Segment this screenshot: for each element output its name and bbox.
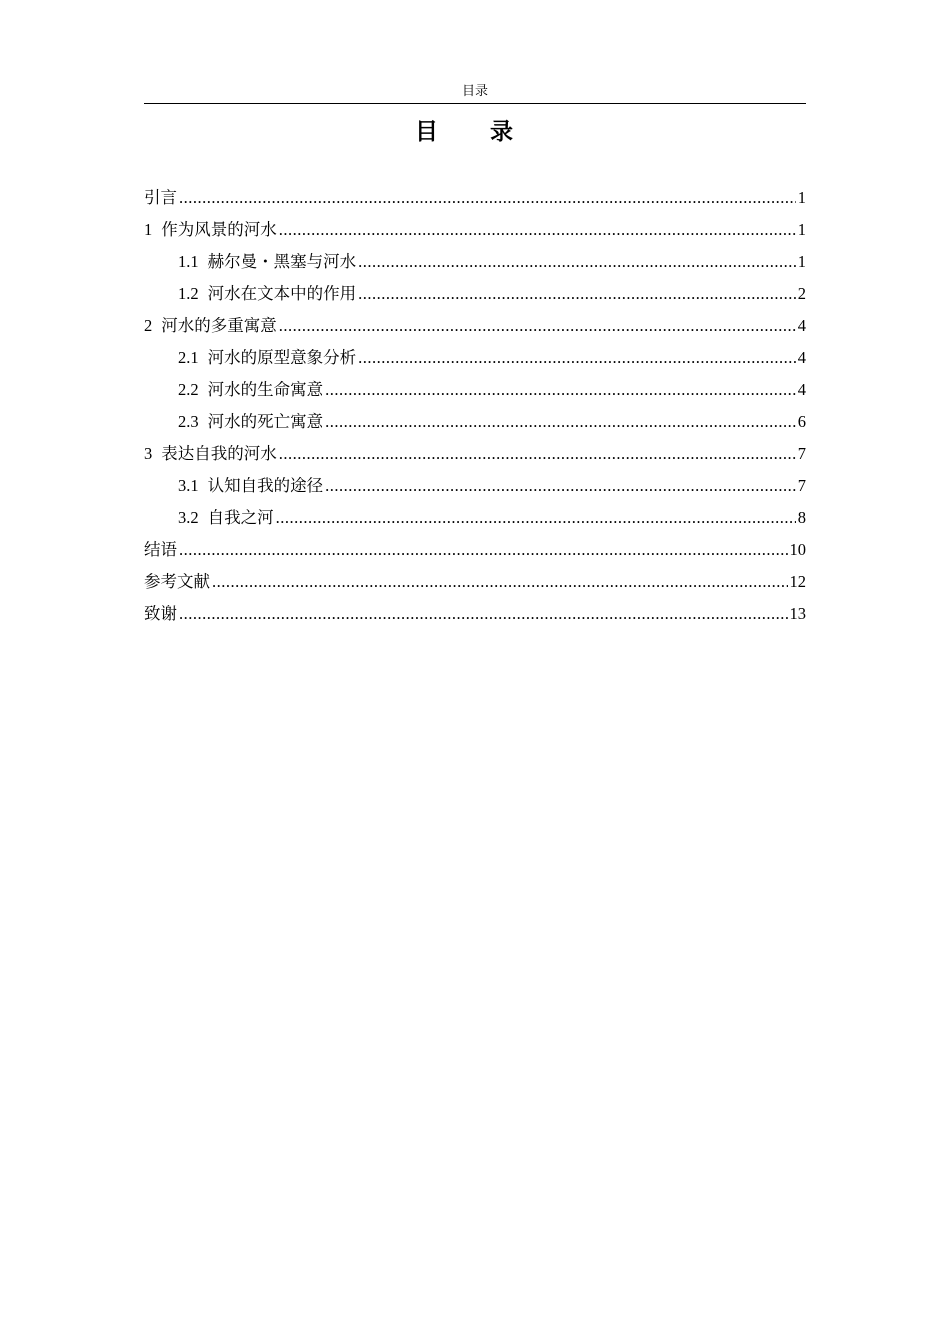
page-title: 目 录 bbox=[414, 119, 535, 145]
running-header: 目录 bbox=[144, 84, 806, 104]
toc-entry-number: 3.2 bbox=[178, 508, 199, 527]
toc-entry-text: 河水的多重寓意 bbox=[161, 316, 277, 335]
toc-entry-page: 8 bbox=[797, 508, 806, 527]
toc-entry[interactable] bbox=[144, 406, 806, 438]
dot-leader bbox=[325, 470, 796, 502]
dot-leader bbox=[276, 502, 796, 534]
toc-entry-text: 结语 bbox=[144, 540, 177, 559]
toc-entry-label bbox=[144, 598, 177, 630]
toc-entry-number: 1.1 bbox=[178, 252, 199, 271]
toc-entry-text: 引言 bbox=[144, 188, 177, 207]
toc-entry-label bbox=[144, 310, 277, 342]
toc-entry-label bbox=[144, 214, 277, 246]
toc-entry-label bbox=[178, 278, 356, 310]
dot-leader bbox=[325, 374, 796, 406]
toc-entry[interactable] bbox=[144, 438, 806, 470]
toc-entry-number: 2.3 bbox=[178, 412, 199, 431]
toc-entry-text: 表达自我的河水 bbox=[161, 444, 277, 463]
toc-entry[interactable] bbox=[144, 246, 806, 278]
dot-leader bbox=[358, 246, 796, 278]
toc-entry[interactable] bbox=[144, 566, 806, 598]
toc-entry-label bbox=[178, 246, 356, 278]
toc-entry-label bbox=[144, 566, 210, 598]
toc-entry-number: 2.2 bbox=[178, 380, 199, 399]
dot-leader bbox=[279, 310, 796, 342]
toc-entry[interactable] bbox=[144, 214, 806, 246]
toc-entry[interactable] bbox=[144, 534, 806, 566]
toc-entry-label bbox=[178, 470, 323, 502]
toc-entry-page: 4 bbox=[797, 380, 806, 399]
toc-entry-number: 1.2 bbox=[178, 284, 199, 303]
toc-entry-text: 河水的生命寓意 bbox=[207, 380, 324, 399]
toc-entry-page: 1 bbox=[797, 220, 806, 239]
toc-entry-label bbox=[178, 342, 356, 374]
toc-entry-text: 致谢 bbox=[144, 604, 177, 623]
toc-entry-label bbox=[144, 438, 277, 470]
toc-entry-text: 河水的原型意象分析 bbox=[207, 348, 357, 367]
toc-entry-label bbox=[178, 406, 323, 438]
toc-entry[interactable] bbox=[144, 598, 806, 630]
toc-entry-text: 自我之河 bbox=[207, 508, 274, 527]
toc-entry[interactable] bbox=[144, 342, 806, 374]
toc-entry-page: 12 bbox=[789, 572, 806, 591]
toc-entry-text: 河水在文本中的作用 bbox=[207, 284, 357, 303]
toc-entry-page: 7 bbox=[797, 476, 806, 495]
toc-entry-label bbox=[144, 534, 177, 566]
dot-leader bbox=[279, 214, 796, 246]
toc-entry-page: 1 bbox=[797, 252, 806, 271]
toc-entry-text: 赫尔曼・黑塞与河水 bbox=[207, 252, 357, 271]
toc-entry-number: 2 bbox=[144, 316, 153, 335]
toc-entry[interactable] bbox=[144, 502, 806, 534]
toc-entry-text: 作为风景的河水 bbox=[161, 220, 277, 239]
dot-leader bbox=[179, 182, 796, 214]
toc-entry-label bbox=[178, 374, 323, 406]
toc-entry[interactable] bbox=[144, 182, 806, 214]
toc-entry-text: 参考文献 bbox=[144, 572, 210, 591]
dot-leader bbox=[179, 598, 788, 630]
dot-leader bbox=[325, 406, 796, 438]
dot-leader bbox=[179, 534, 788, 566]
toc-entry-page: 6 bbox=[797, 412, 806, 431]
toc-entry-text: 认知自我的途径 bbox=[207, 476, 324, 495]
dot-leader bbox=[358, 278, 796, 310]
toc-entry-page: 7 bbox=[797, 444, 806, 463]
toc-entry-page: 4 bbox=[797, 348, 806, 367]
toc-entry-page: 10 bbox=[789, 540, 806, 559]
toc-entry-label bbox=[178, 502, 274, 534]
toc-entry[interactable] bbox=[144, 470, 806, 502]
toc-entry-number: 3 bbox=[144, 444, 153, 463]
toc-entry-number: 2.1 bbox=[178, 348, 199, 367]
toc-entry-page: 4 bbox=[797, 316, 806, 335]
toc-entry-page: 2 bbox=[797, 284, 806, 303]
toc-entry-number: 1 bbox=[144, 220, 153, 239]
toc-entry-page: 13 bbox=[789, 604, 806, 623]
table-of-contents bbox=[144, 182, 806, 630]
toc-entry[interactable] bbox=[144, 374, 806, 406]
toc-entry[interactable] bbox=[144, 278, 806, 310]
toc-entry-page: 1 bbox=[797, 188, 806, 207]
toc-entry[interactable] bbox=[144, 310, 806, 342]
dot-leader bbox=[212, 566, 788, 598]
toc-entry-text: 河水的死亡寓意 bbox=[207, 412, 324, 431]
dot-leader bbox=[279, 438, 796, 470]
toc-entry-label bbox=[144, 182, 177, 214]
dot-leader bbox=[358, 342, 796, 374]
toc-entry-number: 3.1 bbox=[178, 476, 199, 495]
